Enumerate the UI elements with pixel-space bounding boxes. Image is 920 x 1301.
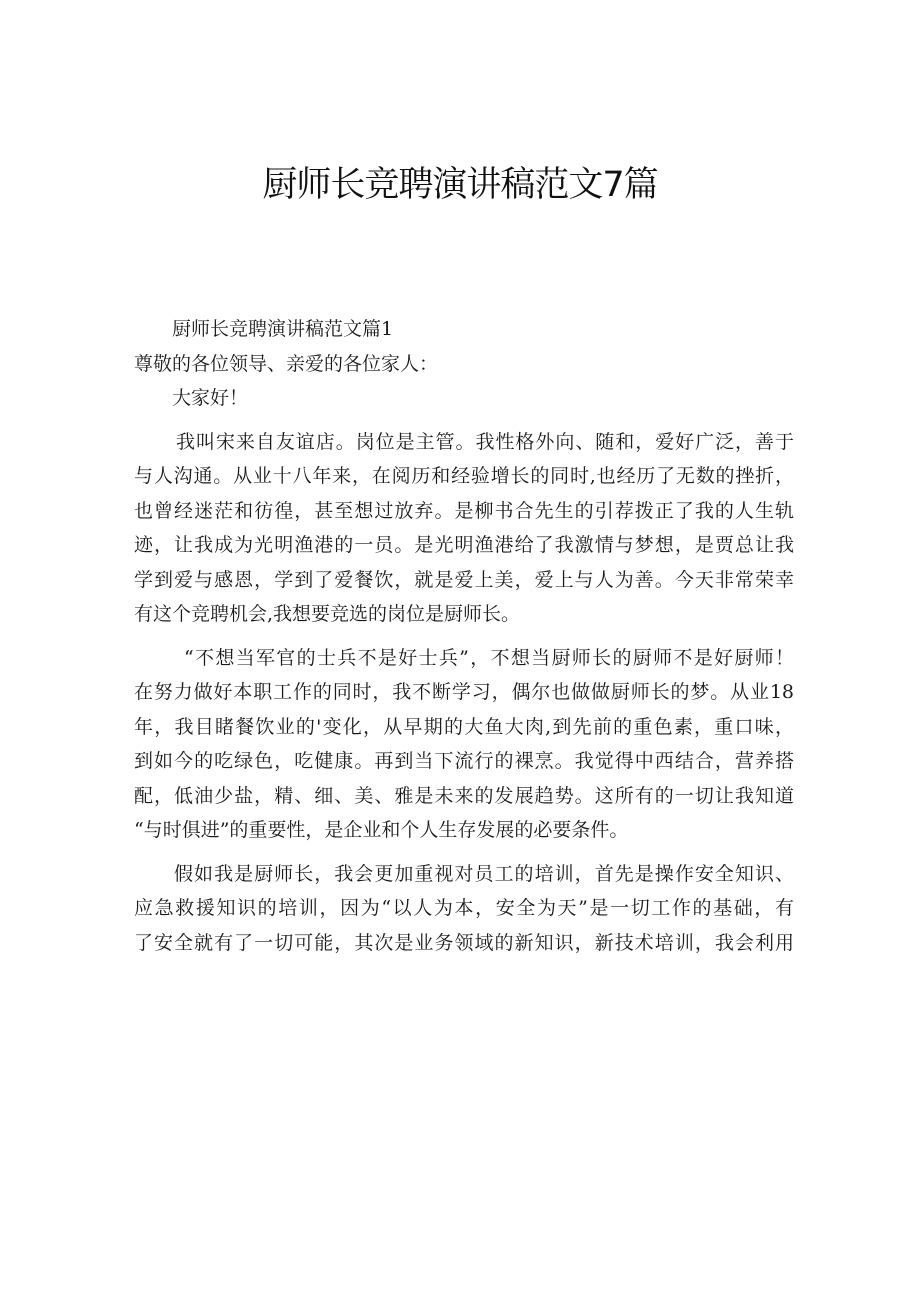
paragraph-line: 我叫宋来自友谊店。岗位是主管。我性格外向、随和，爱好广泛，善于: [176, 430, 794, 453]
section-heading: 厨师长竞聘演讲稿范文篇1: [172, 318, 394, 340]
document-body: [134, 312, 794, 960]
paragraph-line: 假如我是厨师长，我会更加重视对员工的培训，首先是操作安全知识、: [174, 862, 794, 885]
paragraph-line: “与时俱进”的重要性，是企业和个人生存发展的必要条件。: [134, 819, 629, 841]
paragraph-1: [134, 425, 794, 632]
paragraph-line: “不想当军官的士兵不是好士兵”，不想当厨师长的厨师不是好厨师！: [184, 646, 794, 669]
paragraph-line: 了安全就有了一切可能，其次是业务领域的新知识，新技术培训，我会利用: [134, 931, 794, 954]
paragraph-line: 配，低油少盐，精、细、美、雅是未来的发展趋势。这所有的一切让我知道: [134, 784, 794, 807]
greeting: 大家好！: [172, 387, 249, 409]
document-title: 厨师长竞聘演讲稿范文7篇: [262, 165, 658, 205]
paragraph-line: 学到爱与感恩，学到了爱餐饮，就是爱上美，爱上与人为善。今天非常荣幸: [134, 568, 794, 591]
paragraph-line: 应急救援知识的培训，因为“以人为本，安全为天”是一切工作的基础，有: [134, 897, 794, 919]
paragraph-line: 迹，让我成为光明渔港的一员。是光明渔港给了我激情与梦想，是贾总让我: [134, 534, 794, 556]
paragraph-line: 到如今的吃绿色，吃健康。再到当下流行的裸烹。我觉得中西结合，营养搭: [134, 750, 794, 772]
paragraph-line: 与人沟通。从业十八年来，在阅历和经验增长的同时,也经历了无数的挫折，: [134, 465, 794, 487]
paragraph-line: 有这个竞聘机会,我想要竞选的岗位是厨师长。: [134, 603, 521, 625]
paragraph-line: 也曾经迷茫和彷徨，甚至想过放弃。是柳书合先生的引荐拨正了我的人生轨: [134, 499, 794, 522]
paragraph-3: [134, 857, 794, 961]
paragraph-2: [134, 641, 794, 848]
paragraph-line: 在努力做好本职工作的同时，我不断学习，偶尔也做做厨师长的梦。从业18: [134, 681, 794, 703]
paragraph-line: 年，我目睹餐饮业的'变化，从早期的大鱼大肉,到先前的重色素，重口味，: [134, 715, 794, 738]
salutation: 尊敬的各位领导、亲爱的各位家人：: [134, 352, 439, 375]
